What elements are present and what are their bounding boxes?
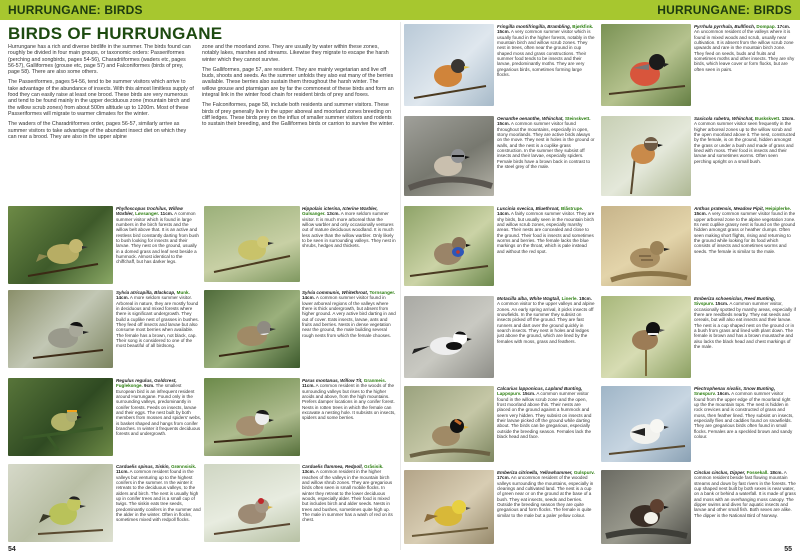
yellowhammer-icon — [404, 470, 494, 544]
bird-description: An uncommon resident of the wooded valleys surrounding the mountains, especially in clearings and cultivated land. The nest is a cup of green near or on the ground at the base of a bush. They eat insects, seeds and berries. Outside the breeding season they are quite gregarious and form flocks. The female is quite similar to the male but a paler yellow colour. — [497, 475, 594, 518]
species-name: Fringilla montifringilla, Brambling, — [497, 24, 572, 29]
bird-caption — [497, 24, 595, 112]
bird-size: 15cm. — [497, 121, 510, 127]
bird-photo — [204, 378, 300, 456]
norwegian-name: Gulspurv. — [573, 470, 595, 475]
norwegian-name: Linerle. — [561, 296, 578, 301]
page-divider — [400, 22, 401, 550]
bird-caption — [116, 378, 201, 462]
snow-bunting-icon — [601, 386, 691, 462]
bird-caption — [694, 206, 796, 294]
bird-caption — [497, 386, 595, 466]
species-name: Carduelis spinus, Siskin, — [116, 464, 170, 469]
norwegian-name: Bjørkfink. — [572, 24, 594, 29]
dipper-icon — [601, 470, 691, 544]
bird-size: 11cm. — [302, 383, 315, 389]
norwegian-name: Løvsanger. — [135, 211, 160, 217]
species-name: Carduelis flammea, Redpoll, — [302, 464, 363, 469]
species-name: Sylvia atricapilla, Blackcap, — [116, 290, 176, 295]
bird-description: A common summer visitor found throughout the mountains, especially in open, stony moorlands. They are active birds always on the move. They nest in holes in the ground or walls, and the nest is a cuplike grass construction. In the summer they subsist off insects and their larvae, especially spiders. Female birds have a brown back in contrast to the steel grey of the male. — [497, 121, 595, 170]
icterine-warbler-icon — [204, 206, 300, 282]
bird-caption — [302, 464, 396, 544]
intro-paragraph: The waders of the Charadriiformes order, pages 56-57, similarly arrive as summer visitors to take advantage of the abundant insect diet on which they can rear a brood. They are also in the upper alpine — [8, 121, 187, 140]
species-name: Regulus regulus, Goldcrest, — [116, 378, 177, 383]
bird-description: An uncommon resident of the valleys where it is found in mixed woods and scrub, usually near cultivation. It is absent from the willow scrub zone upwards and rare in the mountain birch zone. They feed on seeds, buds and fruits and sometimes moths and other insects. They are shy birds, which leave cover or form flocks, but are often seen in pairs. — [694, 29, 795, 72]
bird-photo — [204, 290, 300, 368]
bird-size: 9cm. — [144, 383, 155, 389]
bird-description: A more seldom summer visitor. Arboreal in nature, they are mostly found in deciduous and mixed forests where there is significant undergrowth. They build a cuplike nest of grasses in bushes. They feed off insects and larvae but also consume most berries when available. The female has a brown, not black, cap. Their song is considered to one of the most beautiful of all birdsong. — [116, 295, 199, 349]
bird-photo — [601, 24, 691, 106]
bird-size: 13cm. — [326, 211, 340, 217]
species-name: Oenanthe oenanthe, Whinchat, — [497, 116, 564, 121]
bird-size: 17cm. — [497, 475, 510, 481]
brambling-icon — [404, 24, 494, 106]
species-name: Hippolais icterina, Icterine Warbler, — [302, 206, 378, 211]
bird-photo — [404, 296, 494, 378]
whitethroat-icon — [204, 290, 300, 368]
redpoll-icon — [204, 464, 300, 542]
bird-caption — [302, 378, 396, 462]
page-title: BIRDS OF HURRUNGANE — [8, 24, 223, 43]
bird-description: A more seldom summer visitor. It is much more arboreal than the willow warbler and only occasionally ventures out of mature deciduous woodland. It is much less active than the willow warbler. Only likely to be seen in surrounding valleys. They nest in shrubs, hedges and thickets. — [302, 211, 396, 249]
bird-description: A very common summer visitor found in the upper arboreal zone to the alpine vegetation zone. Its nest cuplike grassy nest is found on the ground hidden amongst grass or heather clumps. Often seen making short flights, rising and returning to the ground while looking for its food which consists of insects and sometimes worms and seeds. The female is similar to the male. — [694, 211, 796, 254]
species-name: Pyrrhula pyrrhula, Bullfinch, — [694, 24, 756, 29]
bird-caption — [497, 470, 595, 546]
lapland-bunting-icon — [404, 386, 494, 462]
bird-photo — [404, 24, 494, 106]
norwegian-name: Sivspurv. — [694, 301, 715, 307]
bird-size: 17cm. — [777, 24, 791, 29]
norwegian-name: Lappspurv. — [497, 391, 522, 397]
willow-tit-icon — [204, 378, 300, 456]
bird-size: 14cm. — [116, 295, 129, 301]
species-name: Emberiza schoeniclus, Reed Bunting, — [694, 296, 776, 301]
norwegian-name: Gulsanger. — [302, 211, 326, 217]
goldcrest-icon — [8, 378, 113, 456]
bird-description: A common resident beside fast flowing mountain streams and down by fast rivers in the forests. The cup shaped nest built by both sexes is near water, on a bank or behind a waterfall. It is made of grass and moss with an overhanging moss canopy. The dipper swims and dives for aquatic insects and larvae and other small fish. Both sexes are alike. The dipper is the National Bird of Norway. — [694, 470, 796, 518]
species-name: Motacilla alba, White Wagtail, — [497, 296, 561, 301]
norwegian-name: Buskskvett. — [754, 116, 781, 121]
bird-size: 15cm. — [715, 301, 729, 307]
bird-size: 11cm. — [160, 211, 174, 217]
bird-description: A very common summer visitor which is usually found in the higher forests, notably in the mountain birch and willow scrub zones. They nest in trees, often near the ground in cup shaped moss and grass constructions. Their summer food tends to be insects and their larvae, predominantly moths. They are very gregarious birds, sometimes forming large flocks. — [497, 29, 595, 78]
bird-caption — [694, 296, 796, 384]
bird-size: 11cm. — [116, 469, 129, 475]
bird-size: 15cm. — [694, 211, 707, 217]
intro-paragraph: The Falconiformes, page 58, include both residents and summer visitors. These birds of prey generally live in the upper aboreal and moorland zones breeding on cliff ledges. These birds prey on the influx of smaller summer visitors and rodents to sustain their breeding, and the Galliformes birds or carrion to survive the winter. — [202, 102, 394, 128]
bird-photo — [8, 290, 113, 368]
intro-column-1 — [8, 44, 194, 144]
bird-photo — [404, 206, 494, 286]
species-name: Anthus pratensis, Meadow Pipit, — [694, 206, 764, 211]
bird-description: A common summer visitor found in lower arboreal regions of the valleys where there is thick undergrowth, but absent from higher ground. A very active bird darting in and out of cover. Eats insects, larvae, ants and fruits and berries. Nests in dense vegetation near the ground, the male building several rough nests from which the female chooses. — [302, 295, 396, 338]
bird-description: A common visitor to the upper valleys and alpine zones. An early spring arrival, it picks insects off snowfields. In the summer they subsist on insects picked off the ground. They are fast runners and dart over the ground quickly in search insects. They nest in holes and ledges just above the ground, which are lined by the females with moss, grass and feathers. — [497, 301, 595, 344]
meadow-pipit-icon — [601, 206, 691, 286]
bird-caption — [302, 290, 396, 374]
bird-size: 18cm. — [769, 470, 783, 475]
bird-photo — [601, 470, 691, 544]
bird-description: A common summer visitor found from the upper edge of the moorland right up the the mountain tops. The nest is hidden in rock crevices and is constructed of grass and moss, then feather lined. They subsist on insects, especially flies and caddies found on snowfields. They are gregarious birds often found in small flocks. Females are a speckled brown and sandy colour. — [694, 391, 794, 440]
intro-paragraph: zone and the moorland zone. They are usually by water within these zones, notably lakes, marshes and streams. Likewise they migrate to escape the harsh winter which they cannot survive. — [202, 44, 389, 63]
bird-caption — [694, 470, 796, 548]
species-name: Plectrophenax nivalis, Snow Bunting, — [694, 386, 776, 391]
norwegian-name: Gråsisik. — [364, 464, 384, 469]
bird-caption — [497, 116, 595, 204]
page-number-left: 54 — [8, 546, 16, 553]
bird-size: 18cm. — [579, 296, 592, 301]
header-left: HURRUNGANE: BIRDS — [8, 3, 143, 17]
species-name: Luscinia svecica, Bluethroat, — [497, 206, 560, 211]
species-name: Cinclus cinclus, Dipper, — [694, 470, 746, 475]
bird-caption — [116, 290, 201, 374]
bird-size: 16cm. — [717, 391, 731, 397]
bird-photo — [204, 464, 300, 542]
bird-caption — [694, 386, 796, 466]
reed-bunting-icon — [601, 296, 691, 378]
header-right: HURRUNGANE: BIRDS — [657, 3, 792, 17]
norwegian-name: Blåstrupe. — [560, 206, 584, 211]
species-name: Parus montanus, Willow Tit, — [302, 378, 363, 383]
bird-description: A common summer visitor, occasionally spotted by marshy areas, especially if there are reedbeds nearby. They eat seeds and cereals, but will also eat insects and their larvae. The nest is a cup shaped nest on the ground or in a bush from grass and lined with plant down. The female is brown and has a brown moustache and also lacks the black head and chest markings of the male. — [694, 301, 796, 350]
norwegian-name: Steinskvett. — [564, 116, 591, 121]
bird-photo — [601, 206, 691, 286]
bird-size: 15cm. — [497, 29, 510, 35]
bird-photo — [601, 116, 691, 196]
species-name: Calcarius lapponicus, Lapland Bunting, — [497, 386, 583, 391]
bird-photo — [404, 470, 494, 544]
norwegian-name: Fossekall. — [746, 470, 769, 475]
white-wagtail-icon — [404, 296, 494, 378]
bird-size: 14cm. — [302, 295, 315, 301]
bird-caption — [116, 464, 201, 542]
blackcap-icon — [8, 290, 113, 368]
norwegian-name: Dompap. — [756, 24, 776, 29]
bird-description: A common resident in the woods of the surrounding valleys but rises to the higher aroids and above, from the high mountains. Prefers damper locations in any conifer forest. Nests in rotten trees in which the female can excavate a nesting hole. It subsists on insects, spiders and some berries. — [302, 383, 396, 421]
bird-description: A common summer visitor found in the willow scrub zone and the open, frost moorland above this. Their nests are placed on the ground against a hummock and seem very hidden. They subsist on insects and their larvae picked off the ground while darting about. The birds can be gregarious, especially outside the breeding season. Females lack the black head and face. — [497, 391, 592, 440]
species-name: Phylloscopus trochilus, Willow Warbler, — [116, 206, 183, 217]
bird-photo — [8, 378, 113, 456]
intro-paragraph: The Passeriformes, pages 54-56, tend to be summer visitors which arrive to take advantage of the abundance of insects. With this almost limitless supply of food they can easily raise at least one brood. These birds are very numerous and tend to be found mainly in the upper deciduous zone (mountain birch and the willow scrub zones) from about 500m altitude up to 1200m. Most of these Passeriformes will migrate to warmer climates for the winter. — [8, 79, 194, 117]
bird-photo — [8, 464, 113, 542]
bird-description: A common resident in the higher reaches of the valleys in the mountain birch and willow shrub zones. They are gregarious birds often seen in small mobile flocks. In winter they retreat to the lower deciduous woods, especially alder. Their food is mixed but includes birch and alder seeds. Nests in trees and bushes, sometimes quite high up. The male in summer has a wash of red on its chest. — [302, 469, 393, 523]
norwegian-name: Grønnsisik. — [171, 464, 197, 469]
bullfinch-icon — [601, 24, 691, 106]
siskin-icon — [8, 464, 113, 542]
intro-paragraph: The Galliformes, page 57, are resident. They are mainly vegetarian and live off buds, shoots and seeds. As the summer unfolds they also eat many of the berries available. These berries also sustain them throughout the harsh winter. The willow grouse and ptarmigan are by far the commonest of these birds and form an integral link in the winter food chain for resident birds of prey and foxes. — [202, 66, 394, 99]
bluethroat-icon — [404, 206, 494, 286]
norwegian-name: Fuglekonge. — [116, 383, 143, 389]
bird-description: A common summer visitor which is found in large numbers in the birch forests and the willow belt above that. It is an active and restless bird constantly darting from bush to bush looking for insects and their larvae. They nest on the ground, usually in a domed grass and leaf nest beside a hummock. Almost identical to the chiffchaff, but has darker legs. — [116, 211, 199, 265]
bird-size: 14cm. — [497, 211, 510, 217]
bird-photo — [204, 206, 300, 282]
bird-size: 13cm. — [781, 116, 795, 121]
willow-warbler-icon — [8, 206, 113, 284]
bird-caption — [694, 24, 796, 112]
bird-photo — [404, 386, 494, 462]
wheatear-icon — [404, 116, 494, 196]
intro-column-2 — [202, 44, 394, 132]
bird-photo — [601, 296, 691, 378]
bird-caption — [302, 206, 396, 286]
bird-size: 15cm. — [522, 391, 536, 397]
bird-caption — [497, 206, 595, 294]
species-name: Saxicola rubetra, Whinchat, — [694, 116, 754, 121]
bird-photo — [404, 116, 494, 196]
page-number-right: 55 — [784, 546, 792, 553]
bird-size: 13cm. — [302, 469, 315, 475]
norwegian-name: Granmeis. — [363, 378, 387, 383]
bird-caption — [116, 206, 201, 286]
norwegian-name: Tornsanger. — [369, 290, 396, 295]
norwegian-name: Heipiplerke. — [765, 206, 792, 211]
bird-caption — [497, 296, 595, 384]
bird-photo — [601, 386, 691, 462]
whinchat-icon — [601, 116, 691, 196]
bird-caption — [694, 116, 796, 204]
norwegian-name: Snøspurv. — [694, 391, 716, 397]
bird-description: A common resident found in the valleys but venturing up to the highest conifers in the summer. In the winter it retreats to the deciduous valleys, to the alders and birch. The nest is usually high up in conifer trees and is a small cup of twigs. The siskin eats tree seeds, predominantly conifers in the summer and the alder in the winter. Often in flocks, sometimes mixed with redpoll flocks. — [116, 469, 201, 523]
bird-description: The smallest European bird is an infrequent resident around Hurrungane. Found only in the surrounding valleys, predominantly in conifer forests. Feeds on insects, larvae and their eggs. The nest built by both members from mosses and spiders' webs, is basket shaped and hangs from conifer branches. In winter it frequents deciduous forests and undergrowth. — [116, 383, 201, 437]
bird-photo — [8, 206, 113, 284]
bird-description: A common summer visitor seen frequently in the higher arboreal zones up to the willow scrub and the open moorland above it. The nest, constructed by the female, is on the ground, hidden amongst the grass or under a bush and made of grass and lined with moss. Their food is insects and their larvae and sometimes worms. Often seen perching upright on a small bush. — [694, 121, 796, 164]
species-name: Emberiza citrinella, Yellowhammer, — [497, 470, 573, 475]
intro-paragraph: Hurrungane has a rich and diverse birdlife in the summer. The birds found can roughly be divided in four main groups, or taxonomic orders: Passeriformes (perching and songbirds, pages 54-56), Charadriiformes (waders etc, pages 56-57), Galliformes (grouse etc, page 57) and Falconiformes (birds of prey, page 58). There are also some others. — [8, 44, 191, 76]
bird-description: A fairly common summer visitor. They are shy birds, but usually seen in the mountain birch and willow scrub zones, especially marshy areas. Their nests are concealed and close to the ground. Their food is insects and sometimes worms and berries. The female lacks the blue markings on the throat, which is pale instead and without the red spot. — [497, 211, 595, 254]
norwegian-name: Munk. — [176, 290, 190, 295]
species-name: Sylvia communis, Whitethroat, — [302, 290, 369, 295]
